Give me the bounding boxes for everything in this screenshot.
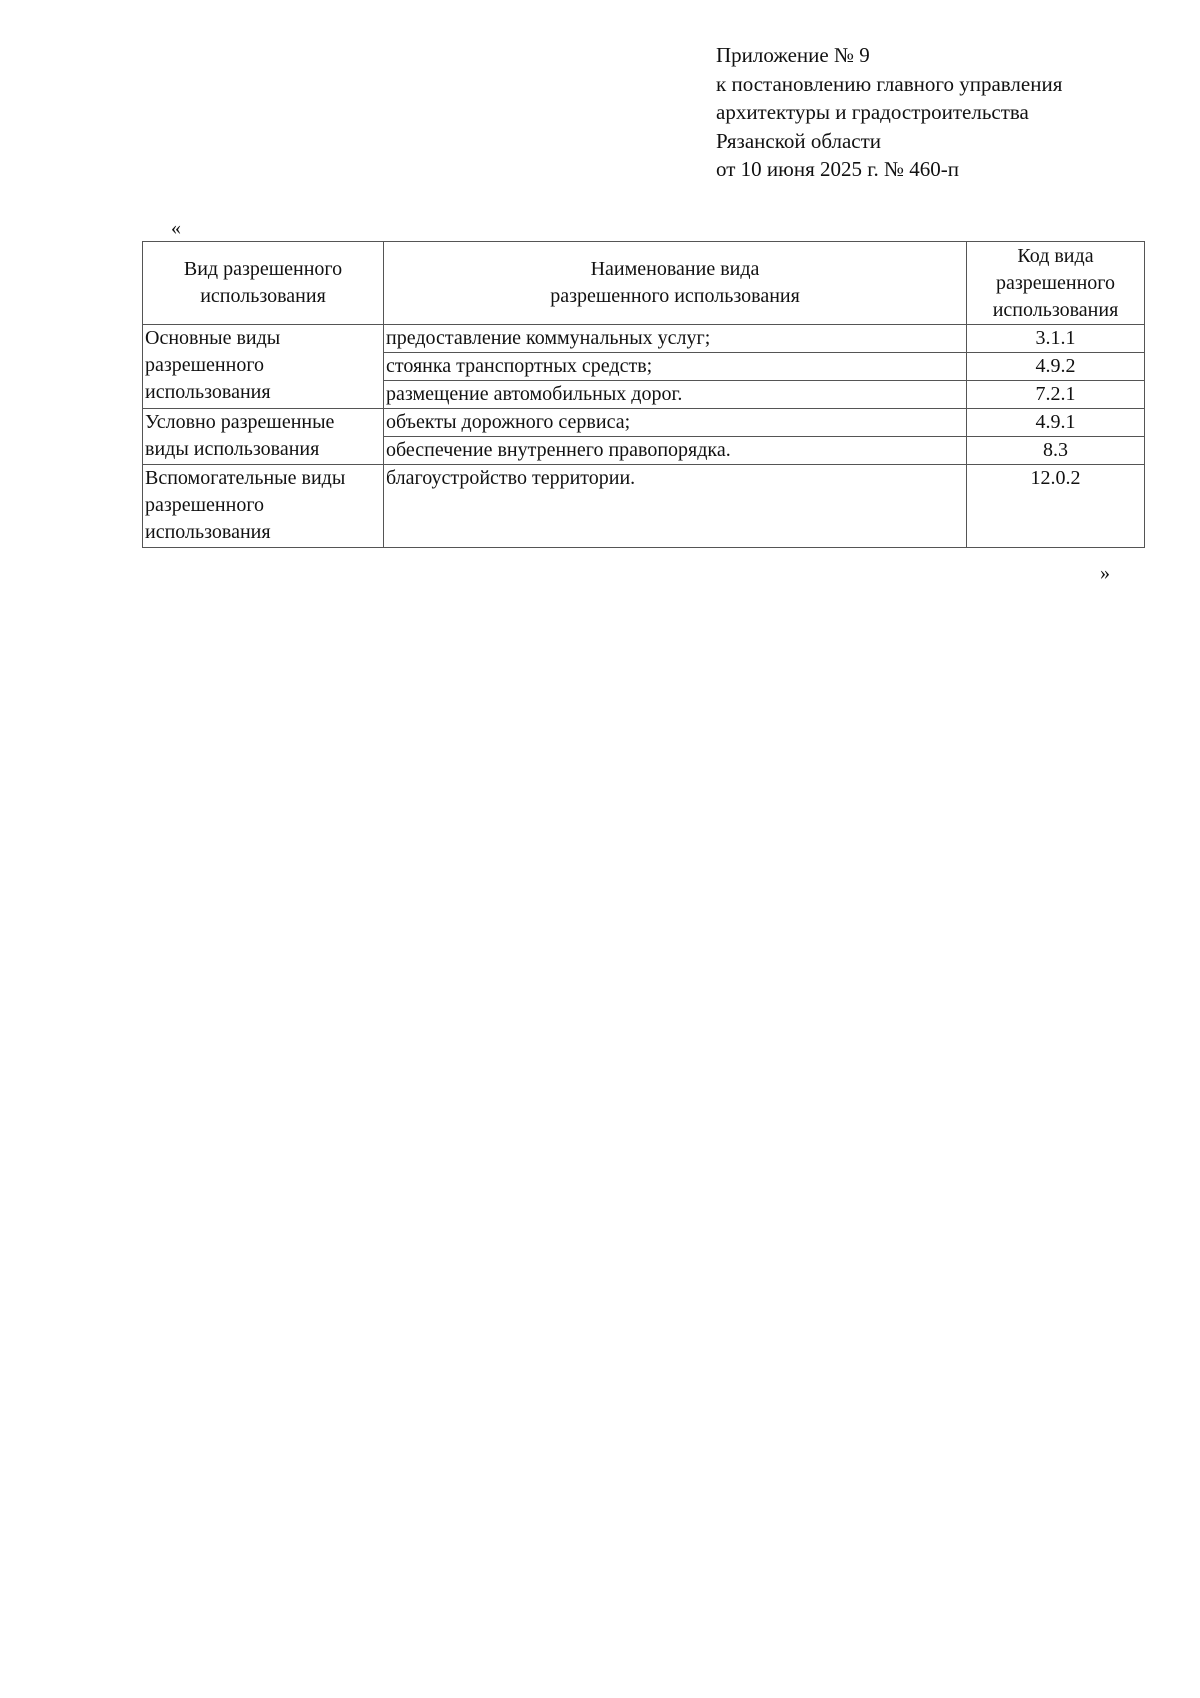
appendix-line-department: архитектуры и градостроительства [716,100,1029,124]
header-use-code: Код вида разрешенного использования [967,242,1145,325]
header-use-name: Наименование вида разрешенного использования [384,242,967,325]
permitted-use-table [142,241,1145,548]
appendix-line-region: Рязанской области [716,128,882,153]
use-code: 4.9.1 [967,409,1145,437]
table-header-row [143,242,1145,325]
use-name: размещение автомобильных дорог. [384,381,967,409]
use-name: благоустройство территории. [384,465,967,548]
use-code: 8.3 [967,437,1145,465]
use-code: 3.1.1 [967,325,1145,353]
use-name: предоставление коммунальных услуг; [384,325,967,353]
appendix-line-date: от 10 июня 2025 г. № 460-п [716,157,959,181]
table-row [143,465,1145,548]
group-label-main: Основные виды разрешенного использования [143,325,384,409]
use-name: объекты дорожного сервиса; [384,409,967,437]
group-label-conditional: Условно разрешенные виды использования [143,409,384,465]
use-name: стоянка транспортных средств; [384,353,967,381]
opening-quote: « [171,217,181,239]
appendix-header [716,41,1136,184]
header-use-type: Вид разрешенного использования [143,242,384,325]
use-code: 12.0.2 [967,465,1145,548]
appendix-title: Приложение № 9 [716,43,870,67]
use-code: 7.2.1 [967,381,1145,409]
closing-quote: » [1100,562,1110,584]
use-code: 4.9.2 [967,353,1145,381]
appendix-line-resolution: к постановлению главного управления [716,71,1063,96]
table-row [143,409,1145,437]
use-name: обеспечение внутреннего правопорядка. [384,437,967,465]
group-label-auxiliary: Вспомогательные виды разрешенного использования [143,465,384,548]
table-row [143,325,1145,353]
